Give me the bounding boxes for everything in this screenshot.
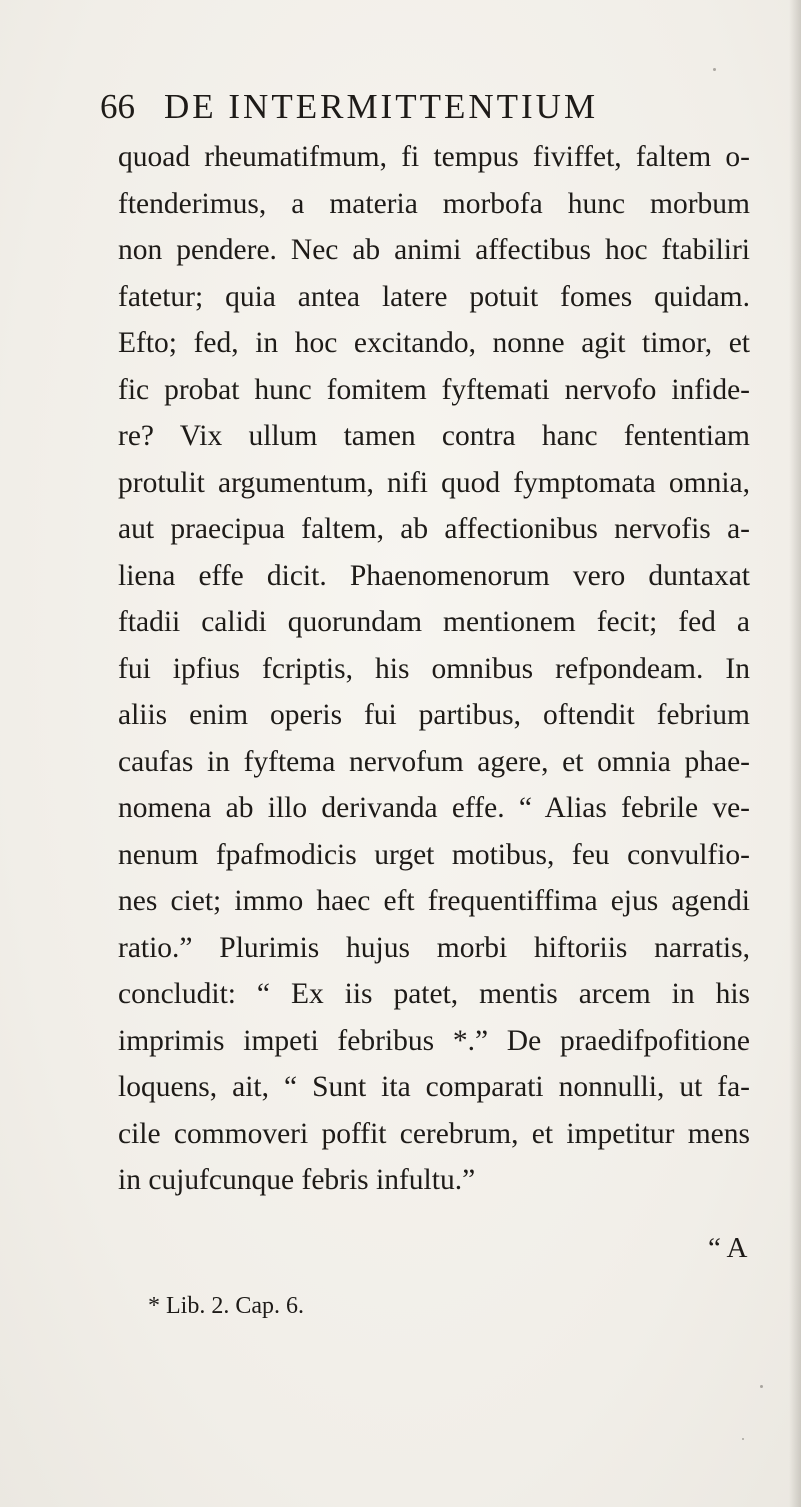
text-line: in cujufcunque febris infultu.”	[118, 1164, 476, 1196]
text-line: protulit argumentum, nifi quod fymptomata omnia,	[118, 466, 750, 499]
text-line: aliis enim operis fui partibus, oftendit febrium	[118, 699, 750, 731]
paper-speck	[713, 68, 716, 71]
catchword: “ A	[708, 1232, 748, 1264]
text-line: Efto; fed, in hoc excitando, nonne agit timor, et	[118, 327, 750, 359]
text-line: fic probat hunc fomitem fyftemati nervofo infide-	[118, 373, 750, 406]
text-line: caufas in fyftema nervofum agere, et omnia phae-	[118, 745, 750, 778]
text-line: fatetur; quia antea latere potuit fomes quidam.	[118, 280, 750, 313]
running-title: DE INTERMITTENTIUM	[164, 87, 599, 126]
page-edge-shadow	[789, 0, 801, 1507]
text-line: nenum fpafmodicis urget motibus, feu convulfio-	[118, 838, 750, 871]
paper-speck	[760, 1385, 763, 1388]
text-line: ftenderimus, a materia morbofa hunc morbum	[118, 187, 750, 220]
paper-speck	[742, 1438, 744, 1440]
text-line: fui ipfius fcriptis, his omnibus refpondeam. In	[118, 652, 750, 685]
text-line: imprimis impeti febribus *.” De praedifpofitione	[118, 1024, 750, 1057]
text-line: ratio.” Plurimis hujus morbi hiftoriis narratis,	[118, 931, 750, 964]
text-line: re? Vix ullum tamen contra hanc fententiam	[118, 420, 750, 452]
footnote: * Lib. 2. Cap. 6.	[148, 1293, 304, 1319]
text-line: liena effe dicit. Phaenomenorum vero duntaxat	[118, 559, 750, 592]
text-line: aut praecipua faltem, ab affectionibus nervofis a-	[118, 513, 750, 545]
text-line: quoad rheumatifmum, fi tempus fiviffet, faltem o-	[118, 141, 750, 173]
text-line: nomena ab illo derivanda effe. “ Alias febrile ve-	[118, 792, 750, 824]
text-line: nes ciet; immo haec eft frequentiffima ejus agendi	[118, 885, 750, 917]
text-line: cile commoveri poffit cerebrum, et impetitur mens	[118, 1117, 750, 1150]
text-line: concludit: “ Ex iis patet, mentis arcem in his	[118, 978, 750, 1010]
main-text-block	[118, 134, 750, 1204]
text-line: ftadii calidi quorundam mentionem fecit; fed a	[118, 606, 750, 638]
page-number: 66	[100, 87, 135, 126]
text-line: non pendere. Nec ab animi affectibus hoc ftabiliri	[118, 234, 750, 266]
text-line: loquens, ait, “ Sunt ita comparati nonnulli, ut fa-	[118, 1071, 750, 1103]
running-header	[100, 82, 740, 132]
